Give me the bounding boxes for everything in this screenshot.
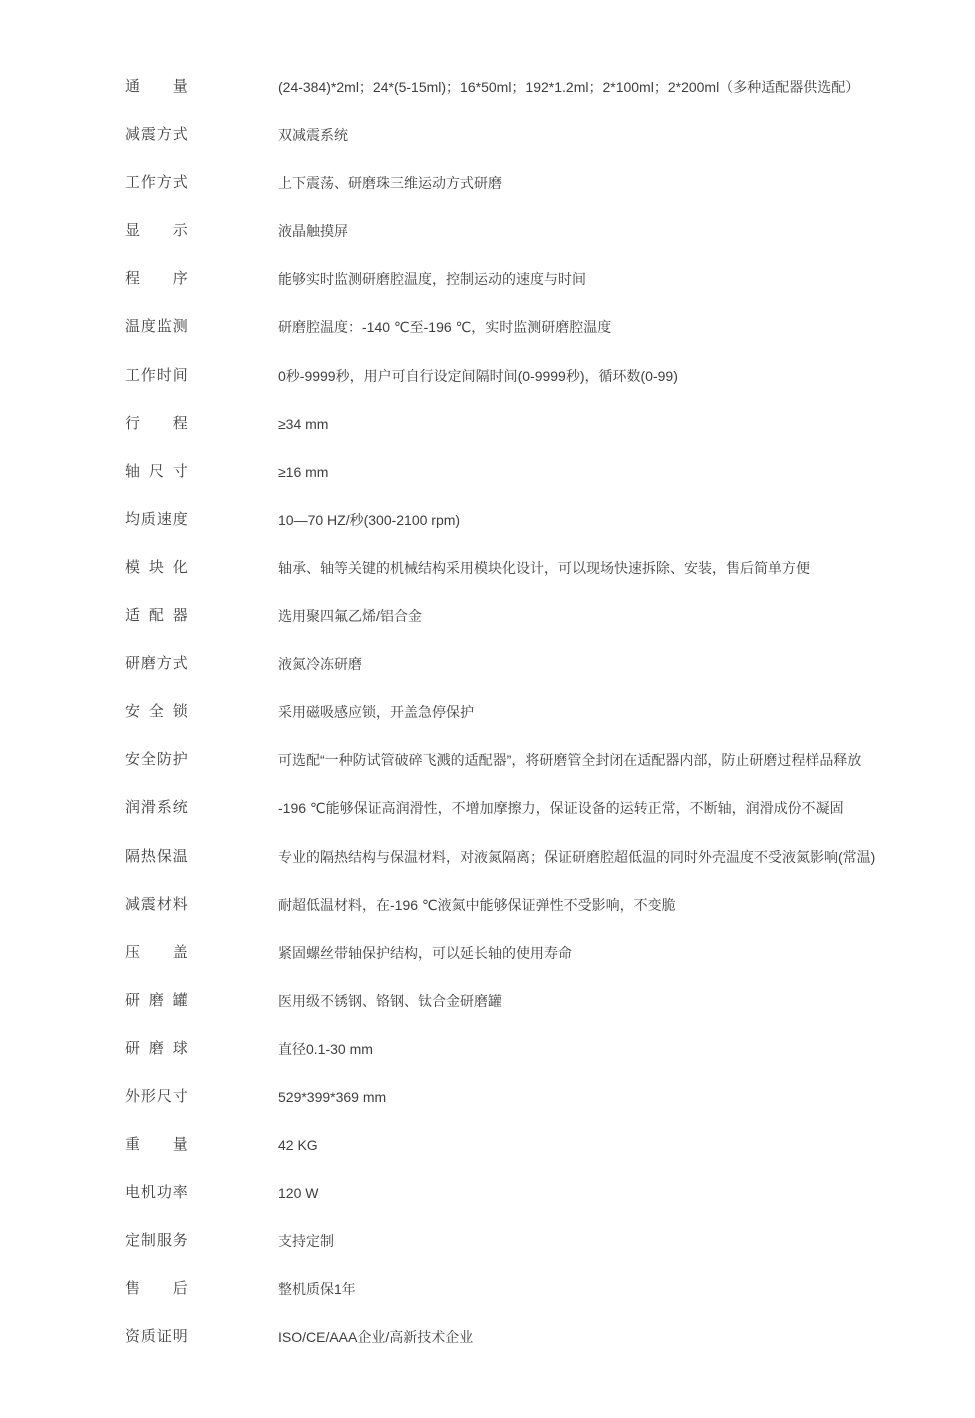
- spec-row-label: 外形尺寸: [125, 1087, 188, 1105]
- spec-row-value: 529*399*369 mm: [278, 1088, 387, 1105]
- spec-row-value: 能够实时监测研磨腔温度，控制运动的速度与时间: [278, 271, 586, 288]
- spec-row-value: 液晶触摸屏: [278, 223, 348, 240]
- spec-row-value: 耐超低温材料，在-196 ℃液氮中能够保证弹性不受影响，不变脆: [278, 896, 676, 913]
- spec-row: [125, 750, 975, 798]
- spec-row-value: 42 KG: [278, 1137, 318, 1154]
- spec-row-label: 资质证明: [125, 1328, 188, 1346]
- spec-row-label: 均质速度: [125, 510, 188, 528]
- spec-row: [125, 510, 975, 558]
- spec-row: [125, 702, 975, 750]
- spec-row: [125, 1279, 975, 1327]
- spec-row: [125, 1087, 975, 1135]
- spec-row-value: 液氮冷冻研磨: [278, 656, 362, 673]
- spec-row-label: 减震材料: [125, 895, 188, 913]
- spec-row: [125, 558, 975, 606]
- spec-row-label: 润滑系统: [125, 799, 188, 817]
- spec-row-label: 售后: [125, 1280, 188, 1298]
- spec-row-value: 直径0.1-30 mm: [278, 1040, 373, 1057]
- spec-row-label: 通量: [125, 78, 188, 95]
- spec-row-value: 双减震系统: [278, 127, 348, 144]
- spec-row: [125, 125, 975, 173]
- spec-row-label: 安全防护: [125, 751, 188, 769]
- spec-row-value: 紧固螺丝带轴保护结构，可以延长轴的使用寿命: [278, 944, 572, 961]
- spec-row-value: -196 ℃能够保证高润滑性，不增加摩擦力，保证设备的运转正常，不断轴，润滑成份不凝固: [278, 800, 844, 817]
- spec-row-value: ≥16 mm: [278, 463, 329, 480]
- spec-row: [125, 798, 975, 846]
- spec-row: [125, 414, 975, 462]
- spec-row-label: 行程: [125, 414, 188, 432]
- spec-row-label: 轴尺寸: [125, 462, 188, 480]
- spec-row-label: 工作方式: [125, 174, 188, 192]
- spec-row: [125, 317, 975, 365]
- spec-row-label: 研磨罐: [125, 991, 188, 1009]
- spec-row-value: 0秒-9999秒，用户可自行设定间隔时间(0-9999秒)，循环数(0-99): [278, 367, 678, 384]
- spec-row-label: 工作时间: [125, 366, 188, 384]
- spec-row-value: 10—70 HZ/秒(300-2100 rpm): [278, 511, 461, 528]
- spec-row: [125, 895, 975, 943]
- spec-row: [125, 1039, 975, 1087]
- spec-row-value: 120 W: [278, 1185, 319, 1202]
- spec-row-label: 减震方式: [125, 126, 188, 144]
- spec-row: [125, 1183, 975, 1231]
- spec-row: [125, 1135, 975, 1183]
- spec-row-value: 选用聚四氟乙烯/铝合金: [278, 608, 422, 625]
- spec-row: [125, 462, 975, 510]
- spec-row-label: 模块化: [125, 558, 188, 576]
- spec-row: [125, 173, 975, 221]
- spec-row-label: 电机功率: [125, 1184, 188, 1202]
- spec-row-value: 医用级不锈钢、铬钢、钛合金研磨罐: [278, 992, 502, 1009]
- spec-row-label: 显示: [125, 222, 188, 240]
- spec-row: [125, 1327, 975, 1375]
- spec-row-value: 轴承、轴等关键的机械结构采用模块化设计，可以现场快速拆除、安装，售后简单方便: [278, 559, 810, 576]
- spec-row-value: 研磨腔温度：-140 ℃至-196 ℃，实时监测研磨腔温度: [278, 319, 612, 336]
- spec-row-label: 研磨方式: [125, 655, 188, 673]
- spec-row: [125, 1231, 975, 1279]
- spec-row-value: 上下震荡、研磨珠三维运动方式研磨: [278, 175, 502, 192]
- spec-row: [125, 77, 975, 125]
- spec-row-value: (24-384)*2ml；24*(5-15ml)；16*50ml；192*1.2ml；2*100ml；2*200ml（多种适配器供选配）: [278, 79, 860, 95]
- spec-row: [125, 991, 975, 1039]
- spec-row-value: 支持定制: [278, 1233, 334, 1250]
- spec-row-value: 整机质保1年: [278, 1281, 356, 1298]
- spec-row-value: ≥34 mm: [278, 415, 329, 432]
- spec-row-value: 专业的隔热结构与保温材料，对液氮隔离；保证研磨腔超低温的同时外壳温度不受液氮影响(常温): [278, 848, 876, 865]
- spec-row-label: 定制服务: [125, 1232, 188, 1250]
- spec-row-value: 采用磁吸感应锁，开盖急停保护: [278, 704, 474, 721]
- spec-row: [125, 606, 975, 654]
- spec-row-value: ISO/CE/AAA企业/高新技术企业: [278, 1329, 474, 1346]
- spec-row: [125, 269, 975, 317]
- spec-table: [125, 77, 975, 1376]
- spec-row: [125, 847, 975, 895]
- spec-row: [125, 366, 975, 414]
- spec-row-value: 可选配“一种防试管破碎飞溅的适配器”，将研磨管全封闭在适配器内部，防止研磨过程样品释放: [278, 752, 862, 769]
- spec-row: [125, 654, 975, 702]
- spec-row-label: 压盖: [125, 943, 188, 961]
- spec-row-label: 隔热保温: [125, 847, 188, 865]
- spec-row-label: 安全锁: [125, 703, 188, 721]
- spec-row-label: 温度监测: [125, 318, 188, 336]
- spec-row-label: 适配器: [125, 607, 188, 625]
- spec-row: [125, 943, 975, 991]
- spec-row-label: 程序: [125, 270, 188, 288]
- spec-row-label: 研磨球: [125, 1039, 188, 1057]
- spec-row: [125, 221, 975, 269]
- spec-row-label: 重量: [125, 1136, 188, 1154]
